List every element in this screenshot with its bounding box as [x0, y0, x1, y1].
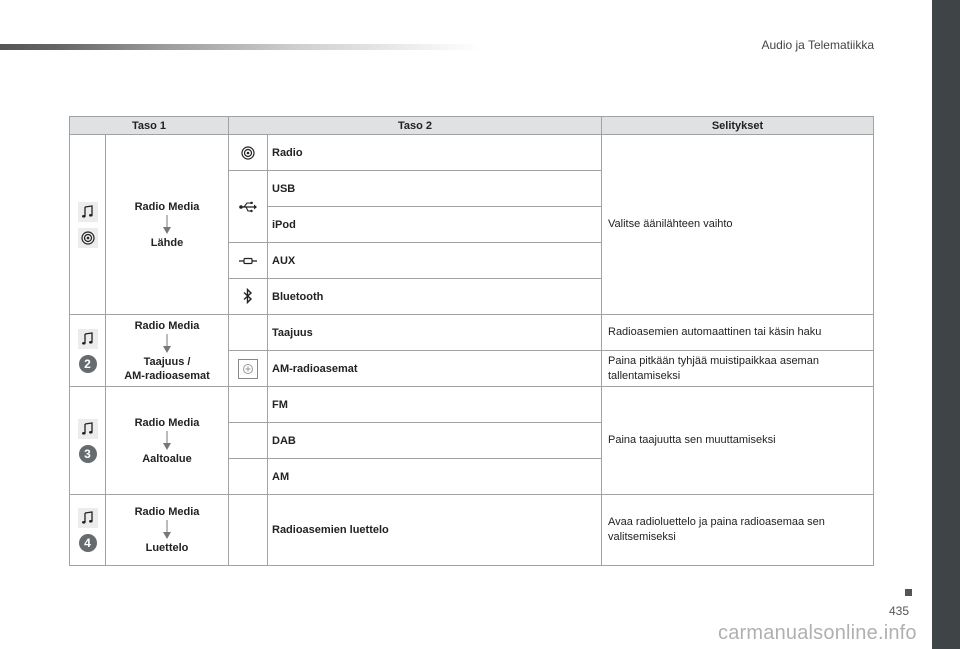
level2-label: AM-radioasemat — [268, 351, 602, 387]
table-row — [70, 315, 874, 351]
level1-text — [106, 135, 229, 315]
level2-label: USB — [268, 171, 602, 207]
usb-icon — [238, 197, 258, 217]
level1-icons — [70, 387, 106, 495]
explanation-line-2: tallentamiseksi — [608, 369, 681, 382]
level1-text — [106, 495, 229, 566]
level2-icon-cell — [229, 315, 268, 351]
page-number: 435 — [889, 604, 910, 618]
arrow-down-icon — [162, 431, 172, 451]
level2-icon-cell — [229, 459, 268, 495]
level2-icon-cell — [229, 135, 268, 171]
arrow-down-icon — [162, 334, 172, 354]
explanation — [602, 351, 874, 387]
level2-label: Bluetooth — [268, 279, 602, 315]
level2-icon-cell — [229, 279, 268, 315]
page-marker — [905, 589, 912, 596]
level2-label: AUX — [268, 243, 602, 279]
level1-top-label: Radio Media — [134, 416, 200, 429]
level1-icons — [70, 315, 106, 387]
music-note-icon — [78, 419, 98, 439]
level2-icon-cell — [229, 243, 268, 279]
level2-icon-cell — [229, 387, 268, 423]
step-badge: 3 — [79, 445, 97, 463]
level1-top-label: Radio Media — [134, 319, 200, 332]
level2-label: Radioasemien luettelo — [268, 495, 602, 566]
explanation: Paina taajuutta sen muuttamiseksi — [602, 387, 874, 495]
level2-label: DAB — [268, 423, 602, 459]
aux-icon — [238, 251, 258, 271]
side-band — [932, 0, 960, 649]
level2-label: Radio — [268, 135, 602, 171]
step-badge: 2 — [79, 355, 97, 373]
radio-icon — [238, 143, 258, 163]
arrow-down-icon — [162, 520, 172, 540]
music-note-icon — [78, 508, 98, 528]
radio-icon — [78, 228, 98, 248]
level1-top-label: Radio Media — [134, 506, 200, 518]
explanation-line-1: Avaa radioluettelo ja paina radioasemaa sen — [608, 516, 825, 528]
level1-text — [106, 387, 229, 495]
table-row — [70, 387, 874, 423]
level1-top-label: Radio Media — [134, 200, 200, 213]
level1-bottom-label: Luettelo — [145, 542, 189, 554]
level2-icon-cell — [229, 495, 268, 566]
level1-icons — [70, 495, 106, 566]
level1-bottom-label: Aaltoalue — [142, 452, 192, 465]
level2-label: iPod — [268, 207, 602, 243]
level1-bottom-label-1: Taajuus / — [143, 355, 191, 368]
level1-bottom-label: Lähde — [150, 236, 184, 249]
bluetooth-icon — [238, 286, 258, 306]
level2-label: FM — [268, 387, 602, 423]
level1-icons — [70, 135, 106, 315]
music-note-icon — [78, 202, 98, 222]
table-row — [70, 135, 874, 171]
header-level1: Taso 1 — [70, 117, 229, 135]
top-gradient-bar — [0, 44, 480, 50]
level2-icon-cell — [229, 351, 268, 387]
step-badge: 4 — [79, 534, 97, 552]
music-note-icon — [78, 329, 98, 349]
level1-bottom-label-2: AM-radioasemat — [124, 369, 210, 382]
explanation-line-2: valitsemiseksi — [608, 531, 676, 543]
arrow-down-icon — [162, 215, 172, 235]
explanation — [602, 495, 874, 566]
header-level2: Taso 2 — [229, 117, 602, 135]
level2-label: AM — [268, 459, 602, 495]
menu-table — [69, 116, 874, 566]
explanation-line-1: Paina pitkään tyhjää muistipaikkaa aseman — [608, 354, 819, 367]
level1-text — [106, 315, 229, 387]
explanation: Valitse äänilähteen vaihto — [602, 135, 874, 315]
table-header-row — [70, 117, 874, 135]
level2-label: Taajuus — [268, 315, 602, 351]
add-preset-icon — [238, 359, 258, 379]
header-explanations: Selitykset — [602, 117, 874, 135]
level2-icon-cell — [229, 423, 268, 459]
explanation: Radioasemien automaattinen tai käsin haku — [602, 315, 874, 351]
level2-icon-cell — [229, 171, 268, 243]
watermark: carmanualsonline.info — [718, 622, 917, 644]
table-row — [70, 495, 874, 566]
header-title: Audio ja Telematiikka — [761, 38, 874, 52]
